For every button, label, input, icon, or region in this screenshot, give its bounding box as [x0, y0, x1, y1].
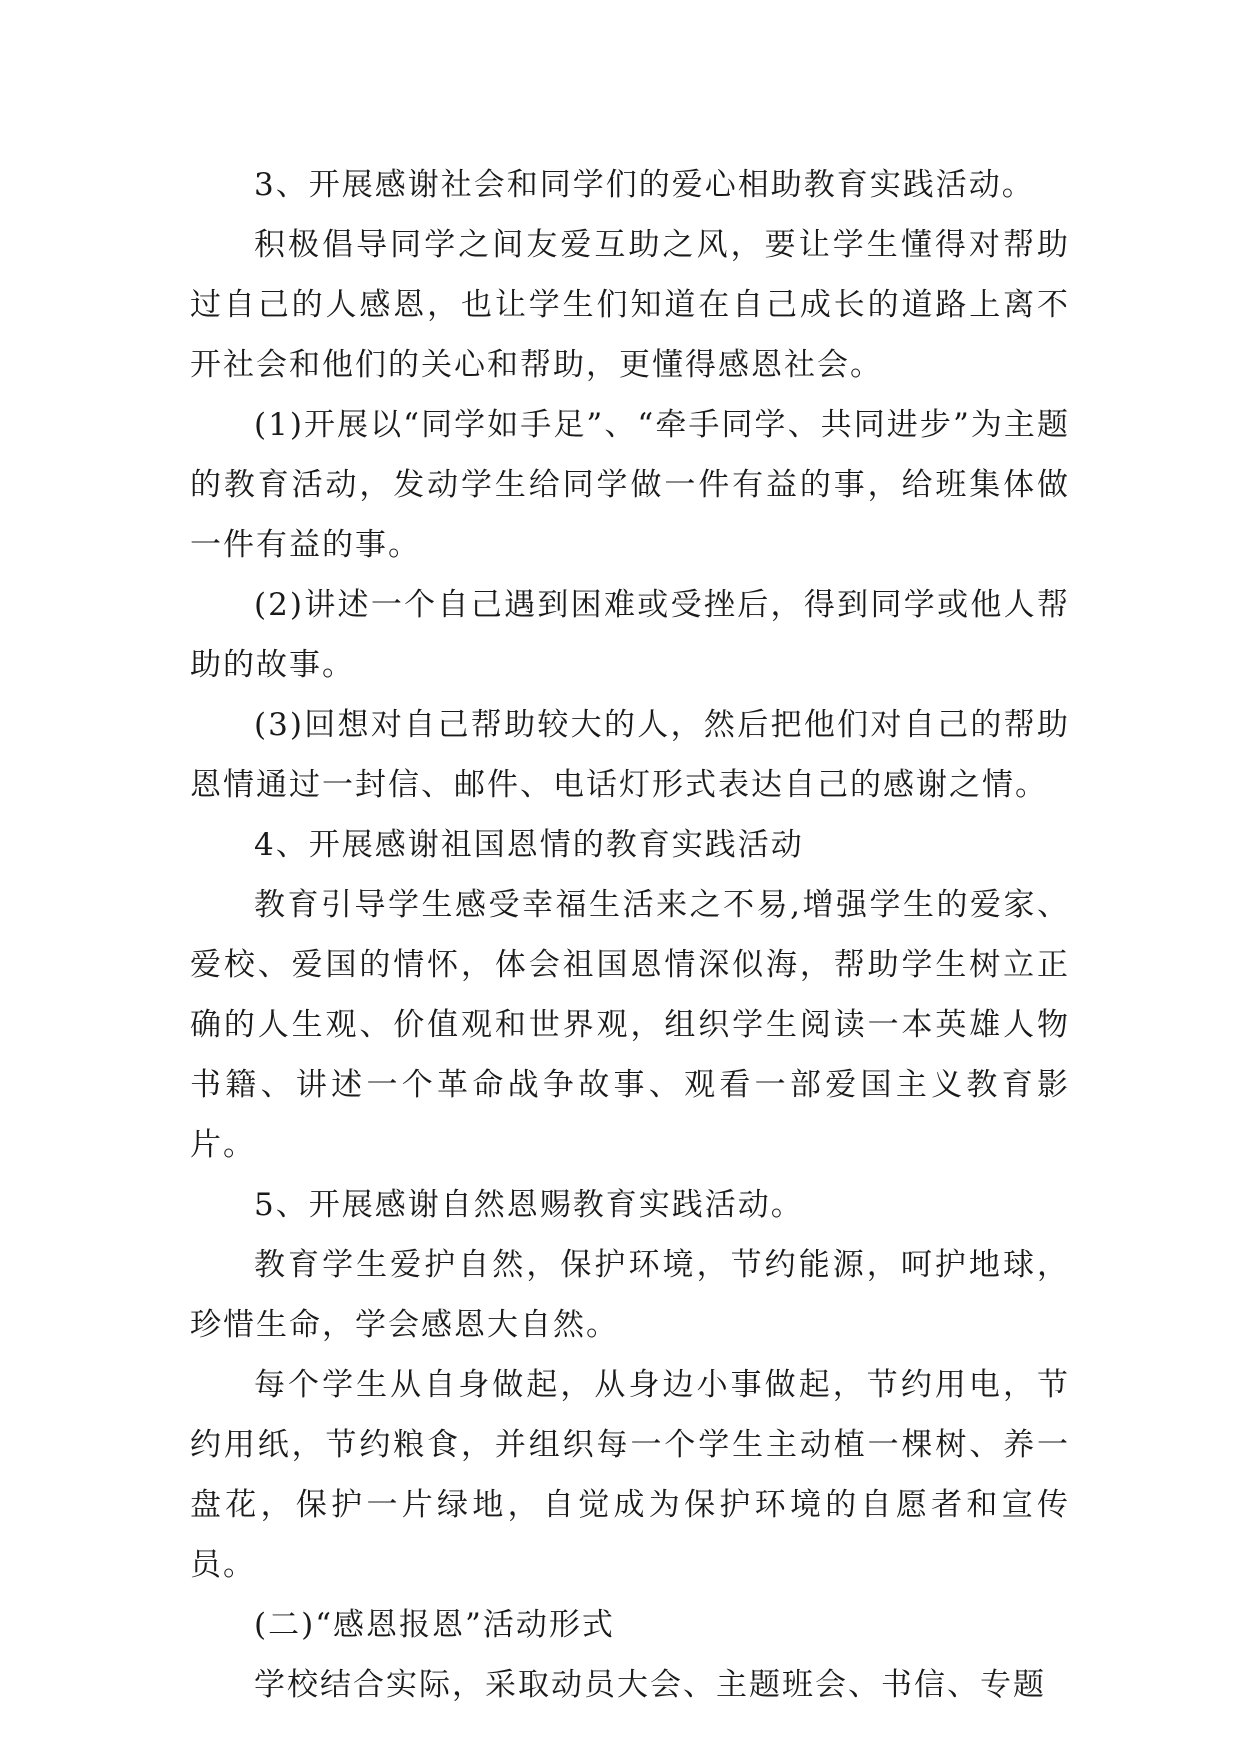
heading-item-4: 4、开展感谢祖国恩情的教育实践活动 [254, 827, 804, 863]
list-item-1: (1)开展以“同学如手足”、“牵手同学、共同进步”为主题的教育活动，发动学生给同学做一件有益的事，给班集体做一件有益的事。 [190, 407, 1070, 563]
body-paragraph: 每个学生从自身做起，从身边小事做起，节约用电，节约用纸，节约粮食，并组织每一个学生主动植一棵树、养一盘花，保护一片绿地，自觉成为保护环境的自愿者和宣传员。 [190, 1367, 1070, 1583]
body-paragraph: 教育学生爱护自然，保护环境，节约能源，呵护地球，珍惜生命，学会感恩大自然。 [190, 1247, 1070, 1343]
heading-item-5: 5、开展感谢自然恩赐教育实践活动。 [254, 1187, 804, 1223]
body-paragraph: 教育引导学生感受幸福生活来之不易,增强学生的爱家、爱校、爱国的情怀，体会祖国恩情深似海，帮助学生树立正确的人生观、价值观和世界观，组织学生阅读一本英雄人物书籍、讲述一个革命战争故事、观看一部爱国主义教育影片。 [190, 887, 1070, 1163]
section-heading: (二)“感恩报恩”活动形式 [254, 1607, 615, 1643]
list-item-2: (2)讲述一个自己遇到困难或受挫后，得到同学或他人帮助的故事。 [190, 587, 1070, 683]
heading-item-3: 3、开展感谢社会和同学们的爱心相助教育实践活动。 [254, 167, 1035, 203]
document-body [190, 155, 1070, 1715]
body-paragraph: 积极倡导同学之间友爱互助之风，要让学生懂得对帮助过自己的人感恩，也让学生们知道在自己成长的道路上离不开社会和他们的关心和帮助，更懂得感恩社会。 [190, 227, 1070, 383]
list-item-3: (3)回想对自己帮助较大的人，然后把他们对自己的帮助恩情通过一封信、邮件、电话灯形式表达自己的感谢之情。 [190, 707, 1070, 803]
body-paragraph: 学校结合实际，采取动员大会、主题班会、书信、专题 [254, 1667, 1046, 1703]
